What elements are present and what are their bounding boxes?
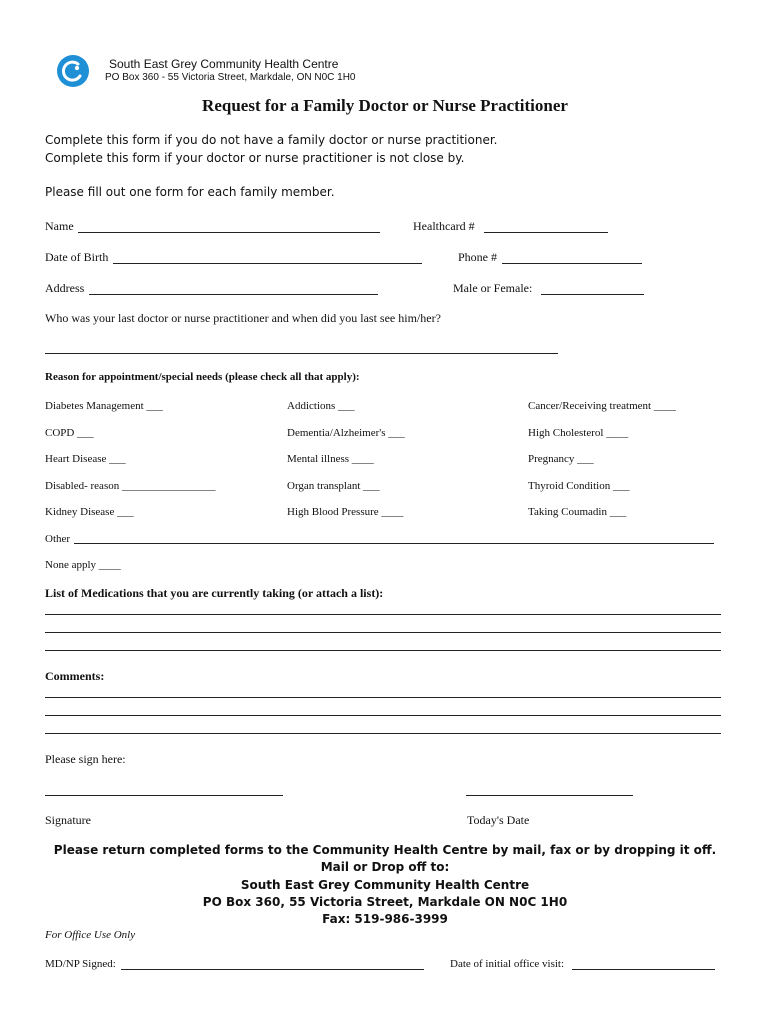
reason-copd[interactable]: COPD ___ — [45, 427, 94, 439]
reason-coumadin[interactable]: Taking Coumadin ___ — [528, 506, 627, 518]
last-doctor-question: Who was your last doctor or nurse practitioner and when did you last see him/her? — [45, 311, 441, 325]
reason-high-cholesterol[interactable]: High Cholesterol ____ — [528, 427, 629, 439]
dob-label: Date of Birth — [45, 250, 109, 264]
date-label: Today's Date — [467, 813, 530, 827]
phone-label: Phone # — [458, 250, 497, 264]
office-use-heading: For Office Use Only — [45, 929, 136, 941]
md-signed-field[interactable] — [121, 969, 424, 970]
reason-diabetes[interactable]: Diabetes Management ___ — [45, 400, 163, 412]
medications-line-3[interactable] — [45, 650, 721, 651]
intro-line-3: Please fill out one form for each family member. — [45, 185, 335, 199]
gender-field[interactable] — [541, 294, 644, 295]
logo-icon — [56, 54, 90, 88]
intro-line-1: Complete this form if you do not have a family doctor or nurse practitioner. — [45, 133, 498, 147]
comments-line-3[interactable] — [45, 733, 721, 734]
reason-kidney-disease[interactable]: Kidney Disease ___ — [45, 506, 134, 518]
address-label: Address — [45, 281, 85, 295]
gender-label: Male or Female: — [453, 281, 533, 295]
form-title: Request for a Family Doctor or Nurse Practitioner — [202, 96, 568, 115]
sign-prompt: Please sign here: — [45, 752, 126, 766]
return-line-2: Mail or Drop off to: — [320, 860, 450, 874]
last-doctor-field[interactable] — [45, 353, 558, 354]
reason-other-field[interactable] — [74, 543, 714, 544]
healthcard-field[interactable] — [484, 232, 608, 233]
reason-heart-disease[interactable]: Heart Disease ___ — [45, 453, 126, 465]
return-line-1: Please return completed forms to the Community Health Centre by mail, fax or by dropping it off. — [53, 843, 717, 857]
healthcard-label: Healthcard # — [413, 219, 475, 233]
signature-field[interactable] — [45, 795, 283, 796]
reason-disabled[interactable]: Disabled- reason _________________ — [45, 480, 216, 492]
dob-field[interactable] — [113, 263, 422, 264]
reasons-heading: Reason for appointment/special needs (please check all that apply): — [45, 371, 360, 383]
address-field[interactable] — [89, 294, 378, 295]
signature-label: Signature — [45, 813, 91, 827]
name-field[interactable] — [78, 232, 380, 233]
comments-line-2[interactable] — [45, 715, 721, 716]
reason-high-blood-pressure[interactable]: High Blood Pressure ____ — [287, 506, 404, 518]
org-address: PO Box 360 - 55 Victoria Street, Markdale, ON N0C 1H0 — [105, 72, 356, 83]
reason-pregnancy[interactable]: Pregnancy ___ — [528, 453, 594, 465]
reason-none-apply[interactable]: None apply ____ — [45, 559, 121, 571]
reason-mental-illness[interactable]: Mental illness ____ — [287, 453, 374, 465]
initial-visit-field[interactable] — [572, 969, 715, 970]
medications-line-2[interactable] — [45, 632, 721, 633]
intro-line-2: Complete this form if your doctor or nurse practitioner is not close by. — [45, 151, 465, 165]
org-name: South East Grey Community Health Centre — [109, 57, 339, 71]
initial-visit-label: Date of initial office visit: — [450, 958, 565, 970]
phone-field[interactable] — [502, 263, 642, 264]
name-label: Name — [45, 219, 74, 233]
reason-other-label: Other — [45, 533, 71, 545]
reason-addictions[interactable]: Addictions ___ — [287, 400, 355, 412]
reason-organ-transplant[interactable]: Organ transplant ___ — [287, 480, 380, 492]
reason-dementia[interactable]: Dementia/Alzheimer's ___ — [287, 427, 405, 439]
return-line-3: South East Grey Community Health Centre — [240, 878, 530, 892]
medications-line-1[interactable] — [45, 614, 721, 615]
comments-heading: Comments: — [45, 669, 105, 683]
reason-cancer[interactable]: Cancer/Receiving treatment ____ — [528, 400, 676, 412]
comments-line-1[interactable] — [45, 697, 721, 698]
date-field[interactable] — [466, 795, 633, 796]
medications-heading: List of Medications that you are currently taking (or attach a list): — [45, 586, 384, 600]
md-signed-label: MD/NP Signed: — [45, 958, 116, 970]
reason-thyroid[interactable]: Thyroid Condition ___ — [528, 480, 630, 492]
return-line-4: PO Box 360, 55 Victoria Street, Markdale ON N0C 1H0 — [202, 895, 568, 909]
return-line-5: Fax: 519-986-3999 — [322, 912, 448, 926]
